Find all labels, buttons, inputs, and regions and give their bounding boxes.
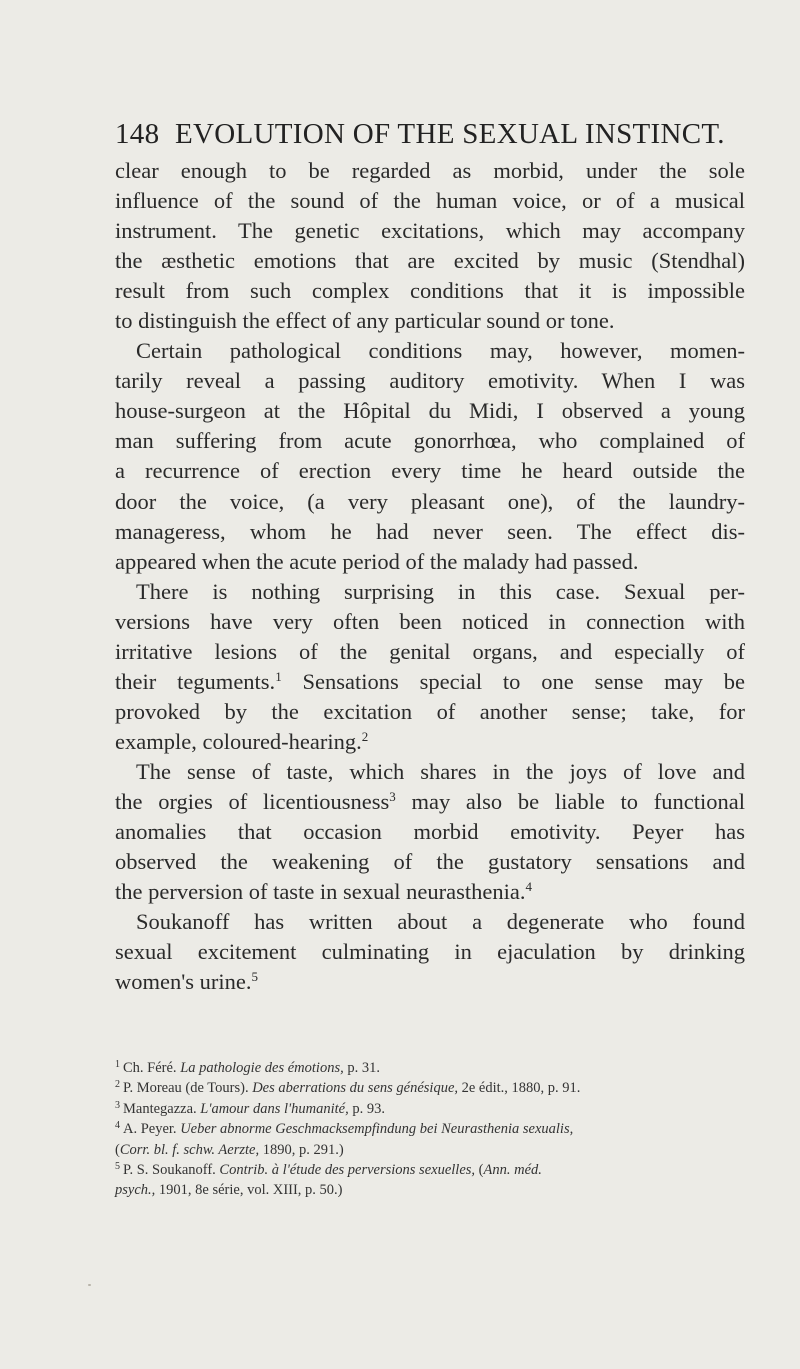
- text-line: [115, 787, 745, 817]
- text-line: [115, 156, 745, 186]
- text-line: [115, 306, 745, 336]
- line-text: versions have very often been noticed in connection with: [115, 608, 745, 634]
- line-text: to distinguish the effect of any particular sound or tone.: [115, 308, 615, 334]
- text-line: [115, 456, 745, 486]
- text-line: [115, 426, 745, 456]
- line-text-after: may also be liable to functional: [395, 788, 746, 814]
- running-title: EVOLUTION OF THE SEXUAL INSTINCT.: [174, 118, 725, 150]
- footnote-ref[interactable]: 1: [275, 668, 282, 684]
- line-text-after: Sensations special to one sense may be: [281, 668, 745, 694]
- line-text: appeared when the acute period of the malady had passed.: [115, 548, 639, 574]
- text-line: [115, 577, 745, 607]
- running-head: [115, 118, 725, 151]
- text-line: [115, 757, 745, 787]
- footnote-text: p. 31.: [343, 1060, 380, 1076]
- footnote-text: P. Moreau (de Tours).: [123, 1080, 253, 1097]
- line-text: a recurrence of erection every time he heard outside the: [115, 458, 745, 484]
- footnote-title: Ann. méd.: [483, 1161, 542, 1178]
- line-text: irritative lesions of the genital organs, and especially of: [115, 638, 745, 664]
- footnote: [115, 1078, 745, 1098]
- footnote: [115, 1099, 745, 1119]
- footnote-ref[interactable]: 4: [525, 879, 532, 895]
- text-line: [115, 727, 745, 757]
- footnote-text: (: [115, 1141, 120, 1158]
- footnote-ref[interactable]: 3: [389, 788, 396, 804]
- text-line: [115, 336, 745, 366]
- footnote-text: 2e édit., 1880, p. 91.: [458, 1080, 581, 1097]
- footnotes: [115, 1058, 745, 1201]
- footnote-mark: 1: [115, 1059, 120, 1070]
- line-text: the æsthetic emotions that are excited by music (Stendhal): [115, 248, 745, 274]
- footnote-text: Mantegazza.: [123, 1100, 201, 1117]
- text-line: [115, 907, 745, 937]
- page-number: 148: [115, 118, 160, 150]
- footnote-title: Des aberrations du sens génésique,: [252, 1080, 458, 1097]
- text-line: [115, 276, 745, 306]
- text-line: [115, 817, 745, 847]
- line-text: their teguments.: [115, 668, 276, 694]
- line-text: anomalies that occasion morbid emotivity. Peyer has: [115, 819, 745, 845]
- line-text: example, coloured-hearing.: [115, 728, 362, 754]
- footnote-text: (: [475, 1161, 484, 1178]
- footnote: [115, 1160, 745, 1180]
- line-text: manageress, whom he had never seen. The effect dis-: [115, 518, 745, 544]
- line-text: provoked by the excitation of another sense; take, for: [115, 698, 745, 724]
- text-line: [115, 967, 745, 997]
- text-line: [115, 877, 745, 907]
- line-text: There is nothing surprising in this case. Sexual per-: [136, 578, 745, 604]
- line-text: tarily reveal a passing auditory emotivity. When I was: [115, 368, 745, 394]
- footnote-title: psych.,: [115, 1182, 156, 1199]
- footnote-continuation: [115, 1180, 745, 1200]
- text-line: [115, 937, 745, 967]
- footnote-mark: 4: [115, 1120, 120, 1132]
- line-text: clear enough to be regarded as morbid, under the sole: [115, 158, 745, 183]
- text-line: [115, 547, 745, 577]
- line-text: influence of the sound of the human voice, or of a musical: [115, 188, 745, 214]
- footnote-text: 1890, p. 291.): [259, 1141, 344, 1158]
- line-text: result from such complex conditions that it is impossible: [115, 278, 745, 304]
- text-line: [115, 487, 745, 517]
- line-text: house-surgeon at the Hôpital du Midi, I observed a young: [115, 398, 745, 424]
- text-line: [115, 366, 745, 396]
- footnote-ref[interactable]: 5: [251, 969, 259, 985]
- text-line: [115, 517, 745, 547]
- footnote: [115, 1058, 745, 1078]
- line-text: The sense of taste, which shares in the joys of love and: [136, 758, 745, 784]
- text-line: [115, 637, 745, 667]
- text-line: [115, 216, 745, 246]
- paper-speck: [88, 1284, 91, 1286]
- footnote-continuation: [115, 1140, 745, 1160]
- footnote-title: Ueber abnorme Geschmacksempfindung bei Neurasthenia sexualis,: [180, 1121, 574, 1138]
- text-line: [115, 667, 745, 697]
- footnote-text: Ch. Féré.: [123, 1060, 181, 1076]
- body-text: [115, 156, 745, 997]
- footnote-mark: 5: [115, 1160, 120, 1172]
- footnote-text: A. Peyer.: [123, 1121, 181, 1138]
- line-text: door the voice, (a very pleasant one), of the laundry-: [115, 488, 745, 514]
- line-text: Soukanoff has written about a degenerate who found: [136, 909, 745, 935]
- line-text: man suffering from acute gonorrhœa, who complained of: [115, 428, 745, 454]
- footnote-title: Corr. bl. f. schw. Aerzte,: [119, 1141, 260, 1158]
- line-text: sexual excitement culminating in ejaculation by drinking: [115, 939, 745, 965]
- text-line: [115, 697, 745, 727]
- text-line: [115, 607, 745, 637]
- text-line: [115, 246, 745, 276]
- line-text: observed the weakening of the gustatory sensations and: [115, 849, 745, 875]
- text-line: [115, 396, 745, 426]
- line-text: the orgies of licentiousness: [115, 788, 390, 814]
- footnote-title: Contrib. à l'étude des perversions sexuelles,: [219, 1161, 476, 1178]
- text-line: [115, 847, 745, 877]
- line-text: Certain pathological conditions may, however, momen-: [136, 338, 745, 364]
- footnote-text: 1901, 8e série, vol. XIII, p. 50.): [155, 1182, 343, 1199]
- footnote: [115, 1119, 745, 1139]
- footnote-mark: 3: [115, 1099, 120, 1111]
- footnote-title: La pathologie des émotions,: [180, 1060, 344, 1076]
- line-text: women's urine.: [115, 969, 252, 995]
- footnote-mark: 2: [115, 1079, 120, 1091]
- line-text: instrument. The genetic excitations, which may accompany: [115, 218, 745, 244]
- footnote-text: p. 93.: [348, 1100, 385, 1117]
- footnote-text: P. S. Soukanoff.: [123, 1161, 220, 1178]
- footnote-ref[interactable]: 2: [361, 728, 369, 744]
- text-line: [115, 186, 745, 216]
- footnote-title: L'amour dans l'humanité,: [200, 1100, 349, 1117]
- line-text: the perversion of taste in sexual neurasthenia.: [115, 879, 526, 905]
